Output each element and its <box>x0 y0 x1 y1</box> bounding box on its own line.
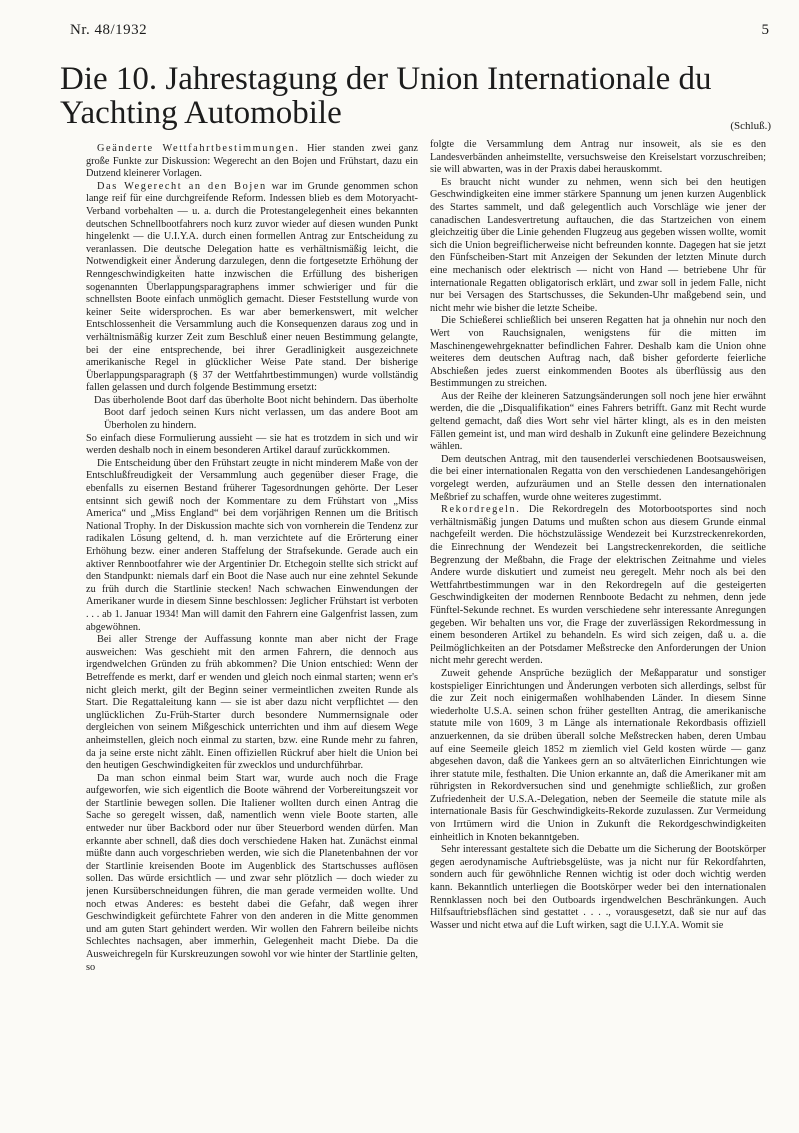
article-column-right <box>430 139 766 1124</box>
article-paragraph: folgte die Versammlung dem Antrag nur insoweit, als sie es den Landesverbänden anheimstellte, versuchsweise den Kreiselstart vorzuschreiben; sie will abwarten, was in der Praxis dabei herauskommt. <box>430 139 766 176</box>
article-paragraph: Dem deutschen Antrag, mit den tausenderlei verschiedenen Bootsausweisen, die bei einer internationalen Regatta von den verschiedenen Landesangehörigen vorgelegt werden, aufzuräumen und an Stelle dessen den internationalen Meßbrief zu schaffen, wurde ohne weiteres zugestimmt. <box>430 453 766 503</box>
article-paragraph: Rekordregeln. Die Rekordregeln des Motorbootsportes sind noch verhältnismäßig jungen Datums und mußten schon aus diesem Grunde einmal nachgefeilt werden. Die höchstzulässige Wendezeit bei Kurzstreckenrekorden, die Einrechnung der Wendezeit bei Langstreckenrekorden, die seitliche Begrenzung der Meßbahn, die Frage der elektrischen Zeitnahme und vieles Andere wurde diskutiert und zumeist neu geregelt. Mehr noch als bei den Wettfahrtbestimmungen war in den Rekordregeln auf die gesteigerten Geschwindigkeiten der modernen Rennboote Bedacht zu nehmen, denn jede Fünftel-Sekunde rechnet. Es wurden verschiedene sehr interessante Anregungen gegeben. Wir behalten uns vor, die Frage der zuverlässigen Rekordmessung in einem besonderen Artikel zu behandeln. Es wird sich zeigen, daß u. a. die Peilmöglichkeiten an der Potsdamer Meßstrecke den Anforderungen der Union nicht mehr gerecht werden. <box>430 504 766 667</box>
article-paragraph: So einfach diese Formulierung aussieht — sie hat es trotzdem in sich und wir werden deshalb noch in einem besonderen Artikel darauf zurückkommen. <box>86 432 418 457</box>
section-lead: Geänderte Wettfahrtbestimmungen. <box>97 143 300 154</box>
article-paragraph: Das Wegerecht an den Bojen war im Grunde genommen schon lange reif für eine durchgreifende Reform. Indessen blieb es dem Motoryacht-Verband vorbehalten — u. a. durch die Protestangelegenheit eines bekannten deutschen Schnellbootfahrers noch kurz zuvor wieder auf diesen wunden Punkt hingelenkt — die U.I.Y.A. durch einen formellen Antrag zur Entscheidung zu veranlassen. Die deutsche Delegation hatte es verhältnismäßig leicht, die Notwendigkeit einer Änderung darzulegen, denn die fortgesetzte Erhöhung der Renngeschwindigkeiten hatte inzwischen die Erfüllung des bisherigen sogenannten Überlappungsparagraphens immer schwieriger und für die schnellsten Boote einfach unmöglich gemacht. Dieser Feststellung wurde von keiner Seite widersprochen. Es war aber bemerkenswert, mit welcher Entschlossenheit die Versammlung auch die Konsequenzen daraus zog und in verhältnismäßig kurzer Zeit zum Beschluß einer neuen Bestimmung gelangte, bei der eine entsprechende, bei ihrer Geradlinigkeit ausgezeichnete amerikanische Regel in glücklicher Weise Pate stand. Der bisherige Überlappungsparagraph (§ 37 der Wettfahrtbestimmungen) wurde vollständig fallen gelassen und durch folgende Bestimmung ersetzt: <box>86 180 418 394</box>
section-lead: Rekordregeln. <box>441 504 521 516</box>
rule-quote: Das überholende Boot darf das überholte Boot nicht behindern. Das überholte Boot darf jedoch seinen Kurs nicht verlassen, um das andere Boot am Überholen zu hindern. <box>94 394 418 432</box>
issue-number: Nr. 48/1932 <box>70 22 148 38</box>
article-paragraph: Die Entscheidung über den Frühstart zeugte in nicht minderem Maße von der Entschlußfreudigkeit der Versammlung auch gegenüber dieser Frage, die ebenfalls zu eisernen Bestand früherer Tagesordnungen gehörte. Der Leser entsinnt sich gewiß noch der Kommentare zu dem Frühstart von „Miss America“ und „Miss England“ bei dem vorjährigen Rennen um die Britisch National Trophy. In der Diskussion machte sich von vornherein die Tendenz zur radikalen Lösung geltend, d. h. man verzichtete auf die Erörterung einer Erhöhung bezw. einer anderen Staffelung der Strafsekunde. Gerade auch ein aktiver Rennbootfahrer wie der Argentinier Dr. Etchegoin stellte sich strickt auf den Standpunkt: niemals darf ein Boot die Nase auch nur eine zehntel Sekunde zu früh durch die Startlinie stecken! Nach schwachen Einwendungen der Amerikaner wurde in diesem Sinne beschlossen: Jeglicher Frühstart ist verboten . . . ab 1. Januar 1934! Man will damit den Fahrern eine Galgenfrist lassen, zum abgewöhnen. <box>86 457 418 633</box>
article-paragraph: Aus der Reihe der kleineren Satzungsänderungen soll noch jene hier erwähnt werden, die die „Disqualifikation“ eines Fahrers betrifft. Ganz mit Recht wurde geltend gemacht, daß dies Wort sehr viel härter klingt, als es in den meisten Fällen gemeint ist, und man wird deshalb in Zukunft eine gelindere Bezeichnung wählen. <box>430 390 766 453</box>
article-paragraph: Die Schießerei schließlich bei unseren Regatten hat ja ohnehin nur noch den Wert von Rauchsignalen, wenigstens für die mitten im Maschinengewehrgeknatter befindlichen Fahrer. Deshalb kam die Union ohne weiteres dem deutschen Auftrag nach, daß bisher geforderte feierliche Abschießen jedes zuerst einkommenden Bootes als überflüssig aus den Bestimmungen zu streichen. <box>430 315 766 390</box>
article-title: Die 10. Jahrestagung der Union Internationale du Yachting Automobile <box>60 61 712 131</box>
article-paragraph: Da man schon einmal beim Start war, wurde auch noch die Frage aufgeworfen, wie sich eigentlich die Boote während der Vorbereitungszeit vor der Startlinie bewegen sollen. Die Italiener wollten durch einen Antrag die Sache so geregelt wissen, daß, namentlich wenn viele Boote starten, alle entweder nur über Backbord oder nur über Steuerbord wenden dürfen. Man erkannte aber schnell, daß dies doch verschiedene Haken hat. Zunächst einmal müßte dann auch vorgeschrieben werden, wie sich die Planetenbahnen der vor der Startlinie kreisenden Boote im Augenblick des Startschusses auflösen sollen. Das würde ersichtlich — und zwar sehr plötzlich — doch wieder zu jenen Kursüberschneidungen führen, die man gerade vermeiden wollte. Und noch etwas Anderes: es besteht dabei die Gefahr, daß wegen ihrer Geschwindigkeit gefürchtete Fahrer von den anderen in die Mitte genommen und am guten Start gehindert werden. Wir wollen den Fahrern beileibe nichts Schlechtes nachsagen, aber immerhin, Gelegenheit macht Diebe. Da die Ausweichregeln für Kurskreuzungen sowohl vor wie hinter der Startlinie gelten, so <box>86 772 418 973</box>
section-lead: Das Wegerecht an den Bojen <box>97 180 267 192</box>
article-column-left <box>86 143 418 1128</box>
article-paragraph: Geänderte Wettfahrtbestimmungen. Hier standen zwei ganz große Funkte zur Diskussion: Wegerecht an den Bojen und Frühstart, dazu ein Dutzend kleinerer Vorlagen. <box>86 143 418 180</box>
article-paragraph: Zuweit gehende Ansprüche bezüglich der Meßapparatur und sonstiger kostspieliger Einrichtungen und Änderungen verboten sich allerdings, selbst für die zur Zeit noch einigermaßen wohlhabenden Länder. In diesem Sinne wiederholte U.S.A. seinen schon früher gestellten Antrag, die amerikanische statute mile von 1609, 3 m Länge als internationale Rekordbasis offiziell anzuerkennen, da sie drüben überall solche Meßstrecken haben, deren Umbau auf eine Seemeile gleich 1852 m ziemlich viel Geld kosten würde — ganz abgesehen davon, daß die Yankees gern an so altväterlichen Einrichtungen wie ihrer statute mile, festhalten. Die Union erkannte an, daß die Amerikaner mit am rührigsten in Rekordversuchen sind und genehmigte schließlich, zur großen Zufriedenheit der U.S.A.-Delegation, neben der Seemeile die statute mile als internationale Basis für Geschwindigkeits-Rekorde zuzulassen. Zur Vermeidung von Irrtümern wird die Union in Zukunft die Rekordgeschwindigkeiten einheitlich in Knoten bekanntgeben. <box>430 667 766 843</box>
page-number: 5 <box>761 22 769 38</box>
article-paragraph: Sehr interessant gestaltete sich die Debatte um die Sicherung der Bootskörper gegen aerodynamische Auftriebsgelüste, was ja nicht nur für Rekordfahrten, sondern auch für gewöhnliche Rennen wichtig ist oder doch wichtig werden kann. Bekanntlich unterliegen die Bootskörper weder bei den internationalen Rennklassen noch bei den Outboards irgendwelchen Beschränkungen. Auch Hilfsauftriebsflächen sind gestattet . . . ., vorausgesetzt, daß sie nur auf das Wasser und nicht etwa auf die Luft wirken, sagt die U.I.Y.A. Womit sie <box>430 844 766 931</box>
article-paragraph: Bei aller Strenge der Auffassung konnte man aber nicht der Frage ausweichen: Was geschieht mit den armen Fahrern, die dennoch aus irgendwelchen Gründen zu früh abkommen? Die Union entschied: Wenn der Betreffende es merkt, darf er wenden und gleich noch einmal starten; wenn er's nicht gleich merkt, gilt der Beginn seiner vermeintlichen zweiten Runde als Start. Die Regattaleitung kann — sie ist aber dazu nicht verpflichtet — den unglücklichen Zu-Früh-Starter durch besondere Nummernsignale oder dergleichen von seinem Mißgeschick unterrichten und ihm auf diesem Wege anheimstellen, gleich noch einmal zu starten, bzw. eine Runde mehr zu fahren, da ja seine erste nicht zählt. Einen offiziellen Rückruf aber hielt die Union bei den heutigen Geschwindigkeiten für zwecklos und undurchführbar. <box>86 634 418 772</box>
article-paragraph: Es braucht nicht wunder zu nehmen, wenn sich bei den heutigen Geschwindigkeiten eine immer stärkere Spannung um jenen kurzen Augenblick des Startes sammelt, und daß gelegentlich auch Vorschläge wie jener der canadischen Landesvertretung auftauchen, die das Startzeichen von einem gleichzeitig über die Linie gehenden Flugzeug aus gegeben wissen wollte, womit sich die Union begreiflicherweise nicht befreunden konnte. Dagegen hat sie jetzt den Fünfscheiben-Start mit Anzeigen der Sekunden der letzten Minute durch eine mechanisch oder elektrisch — nicht von Hand — betriebene Uhr für internationale Regatten obligatorisch erklärt, und zwar soll in jedem Falle, nicht nur bei Versagen des Startschusses, die Sekunden-Uhr maßgebend sein, und nicht mehr wie bisher die letzte Scheibe. <box>430 176 766 314</box>
continuation-note: (Schluß.) <box>730 120 771 132</box>
